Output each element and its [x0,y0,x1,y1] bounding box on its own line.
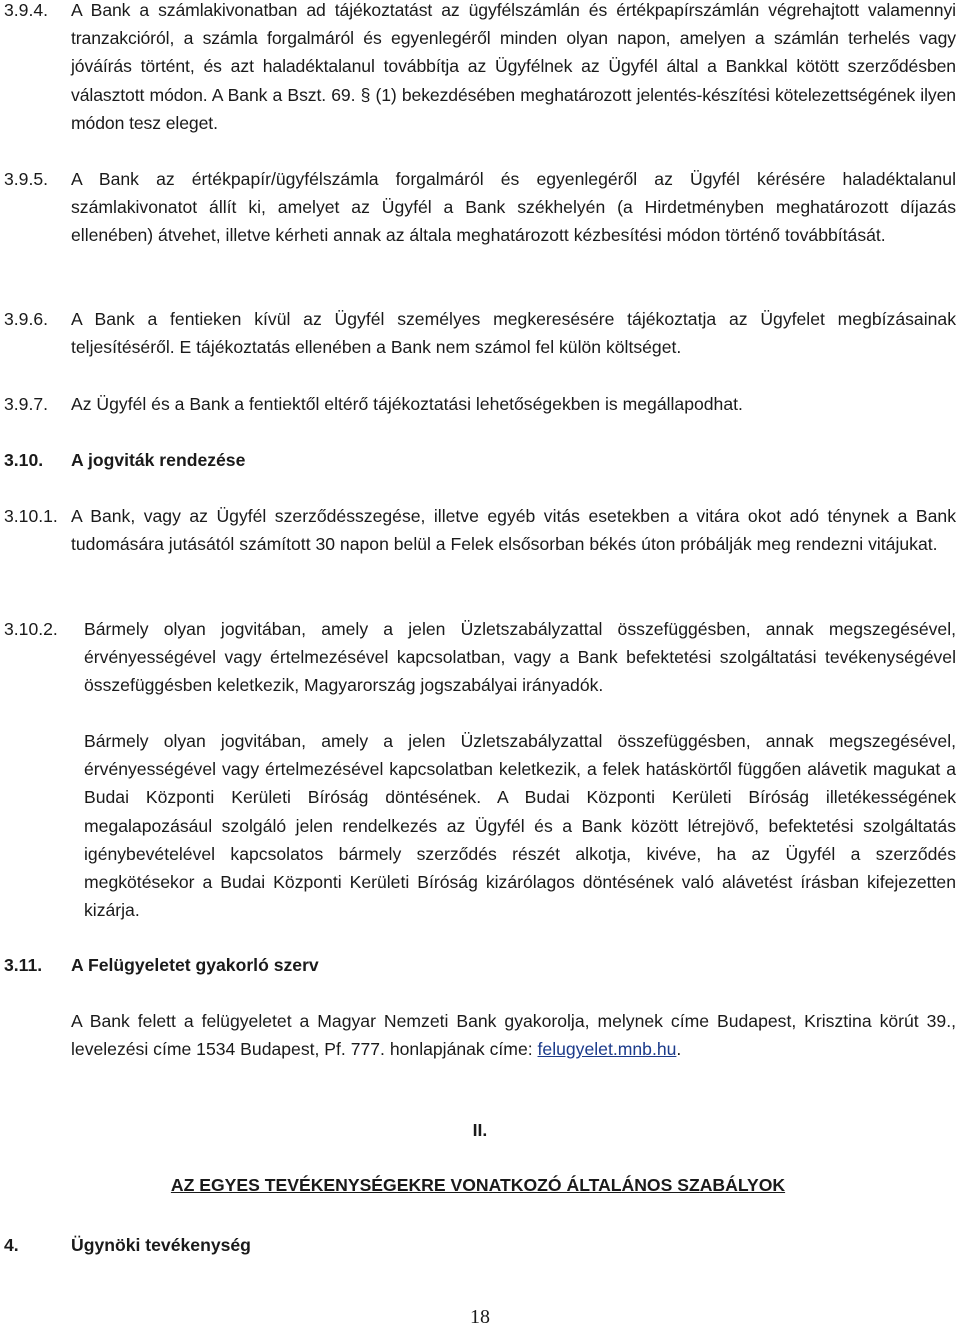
section-number: 3.9.4. [4,0,49,20]
page-number: 18 [470,1306,490,1328]
part-number: II. [472,1120,488,1140]
section-number: 3.10. [4,450,44,470]
section-text: Az Ügyfél és a Bank a fentiektől eltérő tájékoztatási lehetőségekben is megállapodhat. [71,394,743,414]
section-number: 3.9.6. [4,309,49,329]
section-text: A Bank, vagy az Ügyfél szerződésszegése, illetve egyéb vitás esetekben a vitára okot adó ténynek a Bank tudomására jutásától számított 30 napon belül a Felek elsősorban békés úton próbálják meg rendezni vitájukat. [71,506,956,555]
section-text: Bármely olyan jogvitában, amely a jelen Üzletszabályzattal összefüggésben, annak megszegésével, érvényességével vagy értelmezésével kapcsolatban keletkezik, a felek hatáskörtől függően alávetik magukat a Budai Központi Kerületi Bíróság döntésének. A Budai Központi Kerületi Bíróság illetékességének megalapozásául szolgáló jelen rendelkezés az Ügyfél és a Bank között létrejövő, befektetési szolgáltatás igénybevételével kapcsolatos bármely szerződés részét alkotja, kivéve, ha az Ügyfél a szerződés megkötésekor a Budai Központi Kerületi Bíróság kizárólagos döntésének való alávetést írásban kifejezetten kizárja. [84,731,956,921]
section-text: Bármely olyan jogvitában, amely a jelen Üzletszabályzattal összefüggésben, annak megszegésével, érvényességével vagy értelmezésével kapcsolatban, vagy a Bank befektetési szolgáltatási tevékenységével összefüggésben keletkezik, Magyarország jogszabályai irányadók. [84,619,956,696]
section-title: A Felügyeletet gyakorló szerv [71,955,319,975]
section-number: 3.9.7. [4,394,49,414]
section-number: 3.9.5. [4,169,49,189]
part-title-wrap [0,1175,960,1196]
section-text: A Bank a számlakivonatban ad tájékoztatást az ügyfélszámlán és értékpapírszámlán végrehajtott valamennyi tranzakcióról, a számla forgalmáról és egyenlegéről minden olyan napon, amelyen a számlán terhelés vagy jóváírás történt, és azt haladéktalanul továbbítja az Ügyfélnek az Ügyfél által a Bankkal kötött szerződésben választott módon. A Bank a Bszt. 69. § (1) bekezdésében meghatározott jelentés-készítési kötelezettségének ilyen módon tesz eleget. [71,0,956,133]
section-number: 3.10.1. [4,506,58,526]
section-text: A Bank a fentieken kívül az Ügyfél személyes megkeresésére tájékoztatja az Ügyfelet megbízásainak teljesítéséről. E tájékoztatás ellenében a Bank nem számol fel külön költséget. [71,309,956,358]
supervisor-text: A Bank felett a felügyeletet a Magyar Nemzeti Bank gyakorolja, melynek címe Budapest, Krisztina körút 39., levelezési címe 1534 Budapest, Pf. 777. honlapjának címe: [71,1011,956,1060]
section-number: 3.10.2. [4,619,58,639]
section-text [71,1007,956,1063]
section-title: A jogviták rendezése [71,450,246,470]
section-number: 3.11. [4,955,43,975]
mnb-website-link[interactable]: felugyelet.mnb.hu [537,1039,677,1060]
sentence-end: . [676,1039,682,1060]
part-title: AZ EGYES TEVÉKENYSÉGEKRE VONATKOZÓ ÁLTALÁNOS SZABÁLYOK [170,1175,786,1195]
section-text: A Bank az értékpapír/ügyfélszámla forgalmáról és egyenlegéről az Ügyfél kérésére haladéktalanul számlakivonatot állít ki, amelyet az Ügyfél a Bank székhelyén (a Hirdetményben meghatározott díjazás ellenében) átvehet, illetve kérheti annak az általa meghatározott kézbesítési módon történő továbbítását. [71,169,956,246]
section-number: 4. [4,1235,19,1255]
section-title: Ügynöki tevékenység [71,1235,251,1255]
